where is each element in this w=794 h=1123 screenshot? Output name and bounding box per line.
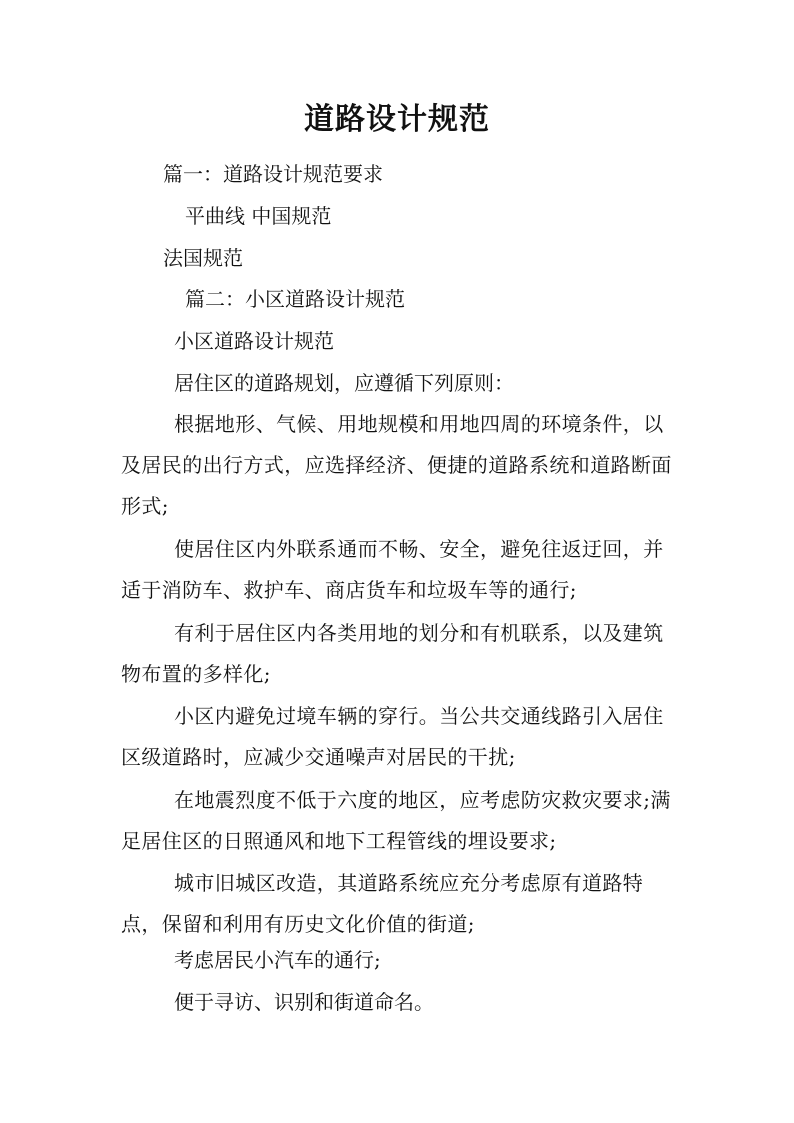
paragraph-2: 使居住区内外联系通而不畅、安全，避免往返迂回，并适于消防车、救护车、商店货车和垃圾车等的通行; xyxy=(121,537,664,602)
paragraph-6: 城市旧城区改造，其道路系统应充分考虑原有道路特点，保留和利用有历史文化价值的街道; xyxy=(121,871,644,936)
paragraph-5: 在地震烈度不低于六度的地区，应考虑防灾救灾要求;满足居住区的日照通风和地下工程管线的埋设要求; xyxy=(121,788,671,853)
text-line-cars: 考虑居民小汽车的通行; xyxy=(174,948,381,972)
paragraph-1: 根据地形、气候、用地规模和用地四周的环境条件，以及居民的出行方式，应选择经济、便捷的道路系统和道路断面形式; xyxy=(121,412,672,518)
document-title: 道路设计规范 xyxy=(304,102,490,137)
section-heading-1: 篇一：道路设计规范要求 xyxy=(163,162,383,186)
section-heading-2: 篇二：小区道路设计规范 xyxy=(185,287,405,311)
text-line-curve: 平曲线 中国规范 xyxy=(185,204,332,228)
subheading: 小区道路设计规范 xyxy=(174,329,334,353)
intro-line: 居住区的道路规划，应遵循下列原则： xyxy=(174,371,514,395)
text-line-naming: 便于寻访、识别和街道命名。 xyxy=(174,990,434,1014)
text-line-french: 法国规范 xyxy=(163,246,243,270)
paragraph-4: 小区内避免过境车辆的穿行。当公共交通线路引入居住区级道路时，应减少交通噪声对居民的干扰; xyxy=(121,704,664,769)
paragraph-3: 有利于居住区内各类用地的划分和有机联系，以及建筑物布置的多样化; xyxy=(121,621,664,686)
